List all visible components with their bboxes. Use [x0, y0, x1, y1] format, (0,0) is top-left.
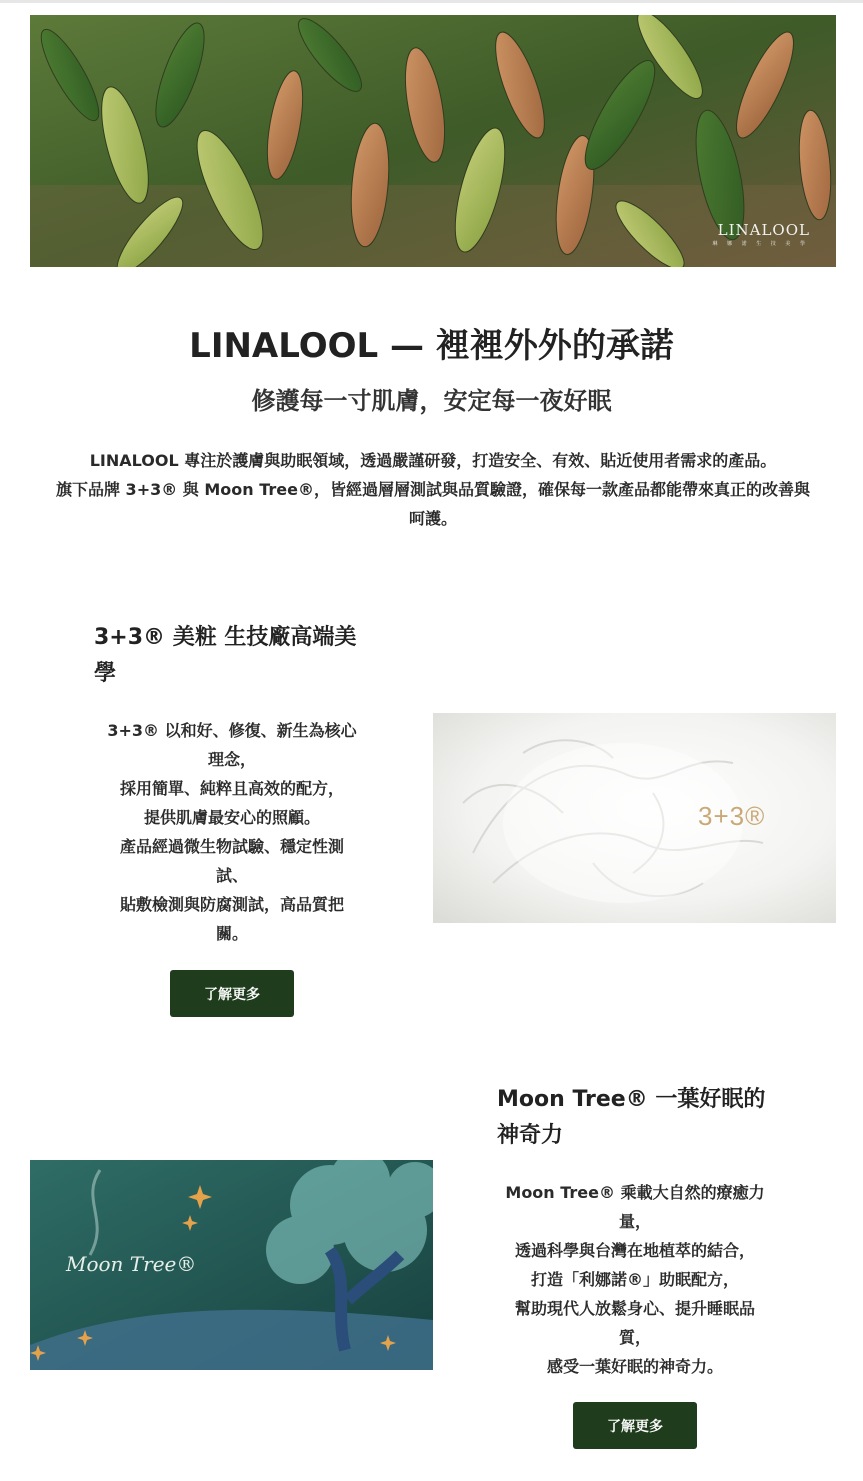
- description-line: 採用簡單、純粹且高效的配方，: [119, 779, 344, 798]
- 3plus3-logo: 3+3®: [698, 801, 766, 831]
- brand-moontree-title: [497, 1082, 797, 1154]
- description-line: 感受一葉好眠的神奇力。: [546, 1357, 723, 1376]
- title-line: Moon Tree® 一葉好眠的: [497, 1087, 766, 1112]
- description-line: 透過科學與台灣在地植萃的結合，: [514, 1241, 755, 1260]
- linalool-logo: LINALOOL: [717, 221, 810, 239]
- description-line: 理念，: [207, 750, 256, 769]
- intro-line: 旗下品牌 3+3® 與 Moon Tree®，皆經過層層測試與品質驗證，確保每一款產品都能帶來真正的改善與: [55, 480, 810, 499]
- linalool-logo-tagline: 琳 娜 諾 生 技 美 學: [712, 241, 809, 247]
- description-line: 關。: [215, 924, 248, 943]
- title-line: 神奇力: [497, 1123, 564, 1148]
- description-line: 量，: [618, 1212, 651, 1231]
- page-title: LINALOOL — 裡裡外外的承諾: [189, 326, 674, 366]
- moontree-logo: Moon Tree®: [66, 1252, 197, 1276]
- top-divider: [0, 0, 863, 3]
- brand-3plus3-title: [94, 620, 394, 692]
- learn-more-3plus3-button[interactable]: 了解更多: [170, 970, 294, 1017]
- brand-3plus3-image: [433, 713, 836, 923]
- description-line: 產品經過微生物試驗、穩定性測: [119, 837, 344, 856]
- description-line: 貼敷檢測與防腐測試，高品質把: [119, 895, 344, 914]
- title-line: 3+3® 美粧 生技廠高端美: [94, 625, 357, 650]
- description-line: Moon Tree® 乘載大自然的療癒力: [505, 1183, 765, 1202]
- intro-paragraph: [30, 446, 836, 533]
- description-line: 幫助現代人放鬆身心、提升睡眠品: [514, 1299, 755, 1318]
- white-carnation-illustration: [433, 713, 836, 923]
- intro-line: 呵護。: [408, 509, 457, 528]
- brand-moontree-description: [490, 1178, 780, 1381]
- title-line: 學: [94, 661, 117, 686]
- description-line: 質，: [618, 1328, 651, 1347]
- description-line: 3+3® 以和好、修復、新生為核心: [107, 721, 357, 740]
- page-subtitle: 修護每一寸肌膚，安定每一夜好眠: [251, 387, 612, 415]
- description-line: 試、: [215, 866, 248, 885]
- cinnamon-leaves-illustration: [30, 15, 836, 267]
- hero-banner-image: [30, 15, 836, 267]
- intro-line: LINALOOL 專注於護膚與助眠領域，透過嚴謹研發，打造安全、有效、貼近使用者需求的產品。: [89, 451, 777, 470]
- learn-more-moontree-button[interactable]: 了解更多: [573, 1402, 697, 1449]
- brand-moontree-image: [30, 1160, 433, 1370]
- description-line: 提供肌膚最安心的照顧。: [143, 808, 320, 827]
- brand-3plus3-description: [88, 716, 376, 948]
- description-line: 打造「利娜諾®」助眠配方，: [530, 1270, 739, 1289]
